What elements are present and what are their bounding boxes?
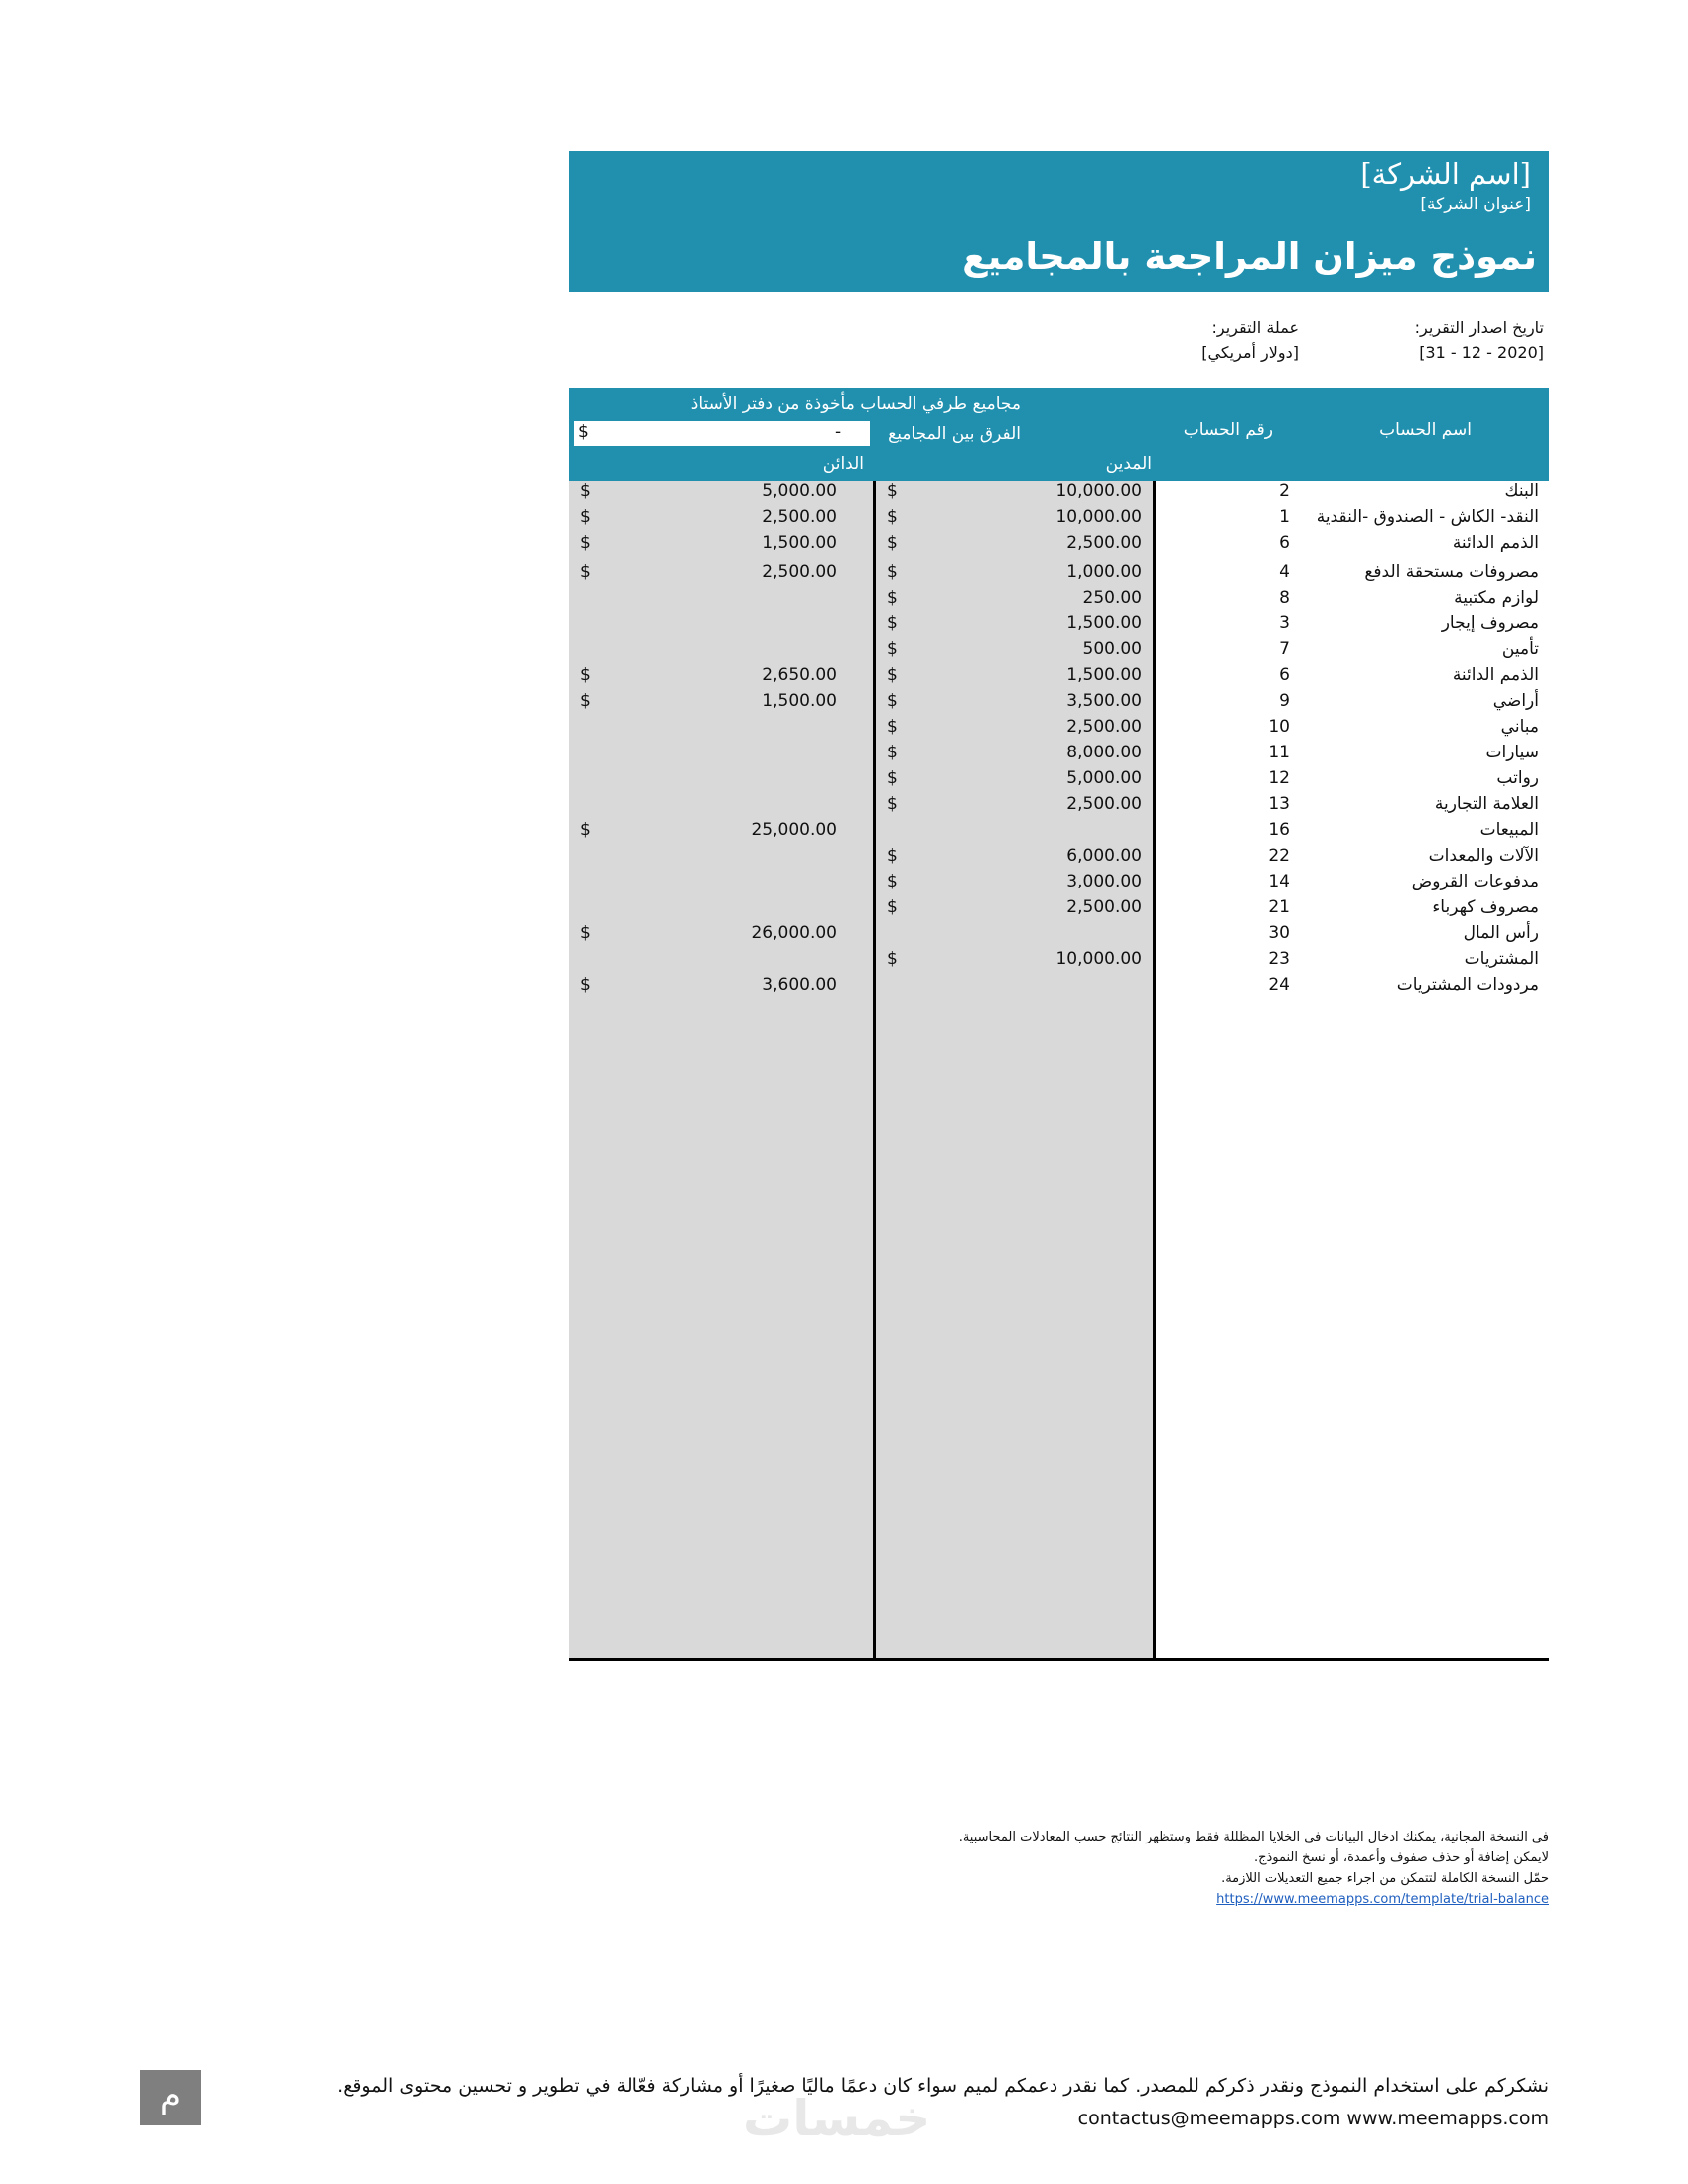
credit-currency-cell: $ <box>580 665 591 685</box>
account-name-cell[interactable]: الذمم الدائنة <box>1452 533 1539 553</box>
credit-amount-cell[interactable]: 5,000.00 <box>762 481 837 501</box>
account-name-cell[interactable]: مصروفات مستحقة الدفع <box>1364 562 1539 582</box>
difference-currency: $ <box>578 422 589 442</box>
table-row <box>569 533 1549 559</box>
account-number-cell[interactable]: 13 <box>1268 794 1290 814</box>
credit-currency-cell: $ <box>580 691 591 711</box>
credit-amount-cell[interactable]: 26,000.00 <box>751 923 837 943</box>
account-name-cell[interactable]: المبيعات <box>1479 820 1539 840</box>
debit-amount-cell[interactable]: 10,000.00 <box>1055 507 1142 527</box>
table-row <box>569 794 1549 820</box>
account-number-cell[interactable]: 22 <box>1268 846 1290 866</box>
debit-currency-cell: $ <box>887 639 898 659</box>
account-name-cell[interactable]: المشتريات <box>1464 949 1539 969</box>
debit-amount-cell[interactable]: 250.00 <box>1082 588 1142 608</box>
account-name-cell[interactable]: الآلات والمعدات <box>1428 846 1539 866</box>
account-number-cell[interactable]: 3 <box>1279 614 1290 633</box>
currency-label: عملة التقرير: <box>1211 318 1299 337</box>
credit-amount-cell[interactable]: 25,000.00 <box>751 820 837 840</box>
page-logo: م <box>140 2070 201 2125</box>
debit-currency-cell: $ <box>887 665 898 685</box>
account-name-cell[interactable]: رأس المال <box>1463 923 1539 943</box>
difference-value: - <box>835 422 842 442</box>
debit-currency-cell: $ <box>887 897 898 917</box>
account-number-cell[interactable]: 16 <box>1268 820 1290 840</box>
credit-currency-cell: $ <box>580 820 591 840</box>
debit-amount-cell[interactable]: 3,500.00 <box>1066 691 1142 711</box>
account-number-cell[interactable]: 6 <box>1279 665 1290 685</box>
footer-contact[interactable]: contactus@meemapps.com www.meemapps.com <box>1077 2108 1549 2129</box>
header-debit: المدين <box>1105 454 1152 474</box>
account-name-cell[interactable]: البنك <box>1504 481 1539 501</box>
debit-amount-cell[interactable]: 1,500.00 <box>1066 614 1142 633</box>
account-name-cell[interactable]: مصروف إيجار <box>1441 614 1539 633</box>
debit-currency-cell: $ <box>887 614 898 633</box>
debit-amount-cell[interactable]: 6,000.00 <box>1066 846 1142 866</box>
table-bottom-rule <box>569 1658 1549 1661</box>
credit-currency-cell: $ <box>580 533 591 553</box>
account-name-cell[interactable]: لوازم مكتبية <box>1454 588 1539 608</box>
header-difference-label: الفرق بين المجاميع <box>888 424 1021 444</box>
credit-amount-cell[interactable]: 2,500.00 <box>762 507 837 527</box>
issue-date-value[interactable]: [31 - 12 - 2020] <box>1419 343 1544 362</box>
account-name-cell[interactable]: رواتب <box>1496 768 1539 788</box>
account-name-cell[interactable]: مباني <box>1500 717 1539 737</box>
debit-currency-cell: $ <box>887 949 898 969</box>
account-name-cell[interactable]: العلامة التجارية <box>1434 794 1539 814</box>
credit-amount-cell[interactable]: 1,500.00 <box>762 691 837 711</box>
debit-amount-cell[interactable]: 5,000.00 <box>1066 768 1142 788</box>
debit-currency-cell: $ <box>887 794 898 814</box>
debit-currency-cell: $ <box>887 507 898 527</box>
debit-currency-cell: $ <box>887 846 898 866</box>
account-number-cell[interactable]: 2 <box>1279 481 1290 501</box>
difference-field <box>574 421 870 446</box>
footer-thanks: نشكركم على استخدام النموذج ونقدر ذكركم للمصدر. كما نقدر دعمكم لميم سواء كان دعمًا ماليًا صغيرًا أو مشاركة فعّالة في تطوير و تحسين محتوى الموقع. <box>337 2075 1549 2097</box>
debit-currency-cell: $ <box>887 743 898 762</box>
debit-currency-cell: $ <box>887 533 898 553</box>
account-name-cell[interactable]: مردودات المشتريات <box>1396 975 1539 995</box>
table-row <box>569 562 1549 588</box>
credit-currency-cell: $ <box>580 507 591 527</box>
table-row <box>569 975 1549 1001</box>
table-row <box>569 897 1549 923</box>
account-name-cell[interactable]: مصروف كهرباء <box>1432 897 1539 917</box>
table-body <box>569 481 1549 1658</box>
template-link[interactable]: https://www.meemapps.com/template/trial-balance <box>1216 1892 1549 1907</box>
account-number-cell[interactable]: 11 <box>1268 743 1290 762</box>
debit-amount-cell[interactable]: 1,500.00 <box>1066 665 1142 685</box>
debit-amount-cell[interactable]: 1,000.00 <box>1066 562 1142 582</box>
table-row <box>569 949 1549 975</box>
account-number-cell[interactable]: 4 <box>1279 562 1290 582</box>
debit-currency-cell: $ <box>887 768 898 788</box>
credit-currency-cell: $ <box>580 975 591 995</box>
debit-amount-cell[interactable]: 2,500.00 <box>1066 794 1142 814</box>
account-name-cell[interactable]: الذمم الدائنة <box>1452 665 1539 685</box>
table-row <box>569 820 1549 846</box>
company-name[interactable]: [اسم الشركة] <box>1360 157 1531 191</box>
header-account-number: رقم الحساب <box>1183 420 1273 440</box>
table-row <box>569 614 1549 639</box>
debit-amount-cell[interactable]: 3,000.00 <box>1066 872 1142 891</box>
header-ledger-totals: مجاميع طرفي الحساب مأخوذة من دفتر الأستاذ <box>690 394 1021 414</box>
note-line-2: لايمكن إضافة أو حذف صفوف وأعمدة، أو نسخ النموذج. <box>1253 1850 1549 1865</box>
account-name-cell[interactable]: تأمين <box>1501 639 1539 659</box>
account-number-cell[interactable]: 9 <box>1279 691 1290 711</box>
credit-amount-cell[interactable]: 2,500.00 <box>762 562 837 582</box>
account-number-cell[interactable]: 14 <box>1268 872 1290 891</box>
account-number-cell[interactable]: 21 <box>1268 897 1290 917</box>
account-name-cell[interactable]: سيارات <box>1485 743 1539 762</box>
table-row <box>569 639 1549 665</box>
credit-amount-cell[interactable]: 3,600.00 <box>762 975 837 995</box>
debit-amount-cell[interactable]: 10,000.00 <box>1055 949 1142 969</box>
debit-amount-cell[interactable]: 500.00 <box>1082 639 1142 659</box>
table-row <box>569 846 1549 872</box>
account-number-cell[interactable]: 24 <box>1268 975 1290 995</box>
debit-amount-cell[interactable]: 10,000.00 <box>1055 481 1142 501</box>
debit-amount-cell[interactable]: 2,500.00 <box>1066 717 1142 737</box>
debit-currency-cell: $ <box>887 588 898 608</box>
credit-currency-cell: $ <box>580 562 591 582</box>
table-row <box>569 588 1549 614</box>
account-number-cell[interactable]: 12 <box>1268 768 1290 788</box>
table-row <box>569 743 1549 768</box>
debit-amount-cell[interactable]: 8,000.00 <box>1066 743 1142 762</box>
debit-amount-cell[interactable]: 2,500.00 <box>1066 897 1142 917</box>
account-number-cell[interactable]: 1 <box>1279 507 1290 527</box>
account-number-cell[interactable]: 30 <box>1268 923 1290 943</box>
table-header <box>569 388 1549 481</box>
credit-amount-cell[interactable]: 1,500.00 <box>762 533 837 553</box>
watermark: خمسات <box>743 2090 931 2147</box>
table-row <box>569 507 1549 533</box>
table-row <box>569 691 1549 717</box>
credit-currency-cell: $ <box>580 481 591 501</box>
note-line-1: في النسخة المجانية، يمكنك ادخال البيانات في الخلايا المظللة فقط وستظهر النتائج حسب المعادلات المحاسبية. <box>958 1830 1549 1844</box>
debit-currency-cell: $ <box>887 872 898 891</box>
account-name-cell[interactable]: النقد- الكاش - الصندوق -النقدية <box>1316 507 1539 527</box>
account-number-cell[interactable]: 6 <box>1279 533 1290 553</box>
debit-currency-cell: $ <box>887 562 898 582</box>
table-row <box>569 481 1549 507</box>
document-title: نموذج ميزان المراجعة بالمجاميع <box>962 235 1537 278</box>
table-row <box>569 717 1549 743</box>
header-banner <box>569 151 1549 292</box>
company-address[interactable]: [عنوان الشركة] <box>1420 195 1531 214</box>
debit-currency-cell: $ <box>887 481 898 501</box>
table-row <box>569 665 1549 691</box>
account-name-cell[interactable]: مدفوعات القروض <box>1411 872 1539 891</box>
credit-currency-cell: $ <box>580 923 591 943</box>
table-row <box>569 872 1549 897</box>
issue-date-label: تاريخ اصدار التقرير: <box>1414 318 1544 337</box>
account-number-cell[interactable]: 7 <box>1279 639 1290 659</box>
currency-value[interactable]: [دولار أمريكي] <box>1201 343 1299 362</box>
debit-amount-cell[interactable]: 2,500.00 <box>1066 533 1142 553</box>
debit-currency-cell: $ <box>887 691 898 711</box>
credit-amount-cell[interactable]: 2,650.00 <box>762 665 837 685</box>
table-row <box>569 768 1549 794</box>
account-number-cell[interactable]: 8 <box>1279 588 1290 608</box>
table-row <box>569 923 1549 949</box>
header-account-name: اسم الحساب <box>1379 420 1472 440</box>
account-name-cell[interactable]: أراضي <box>1492 691 1539 711</box>
account-number-cell[interactable]: 10 <box>1268 717 1290 737</box>
header-credit: الدائن <box>822 454 864 474</box>
account-number-cell[interactable]: 23 <box>1268 949 1290 969</box>
note-line-3: حمّل النسخة الكاملة لتتمكن من اجراء جميع التعديلات اللازمة. <box>1221 1871 1549 1886</box>
debit-currency-cell: $ <box>887 717 898 737</box>
